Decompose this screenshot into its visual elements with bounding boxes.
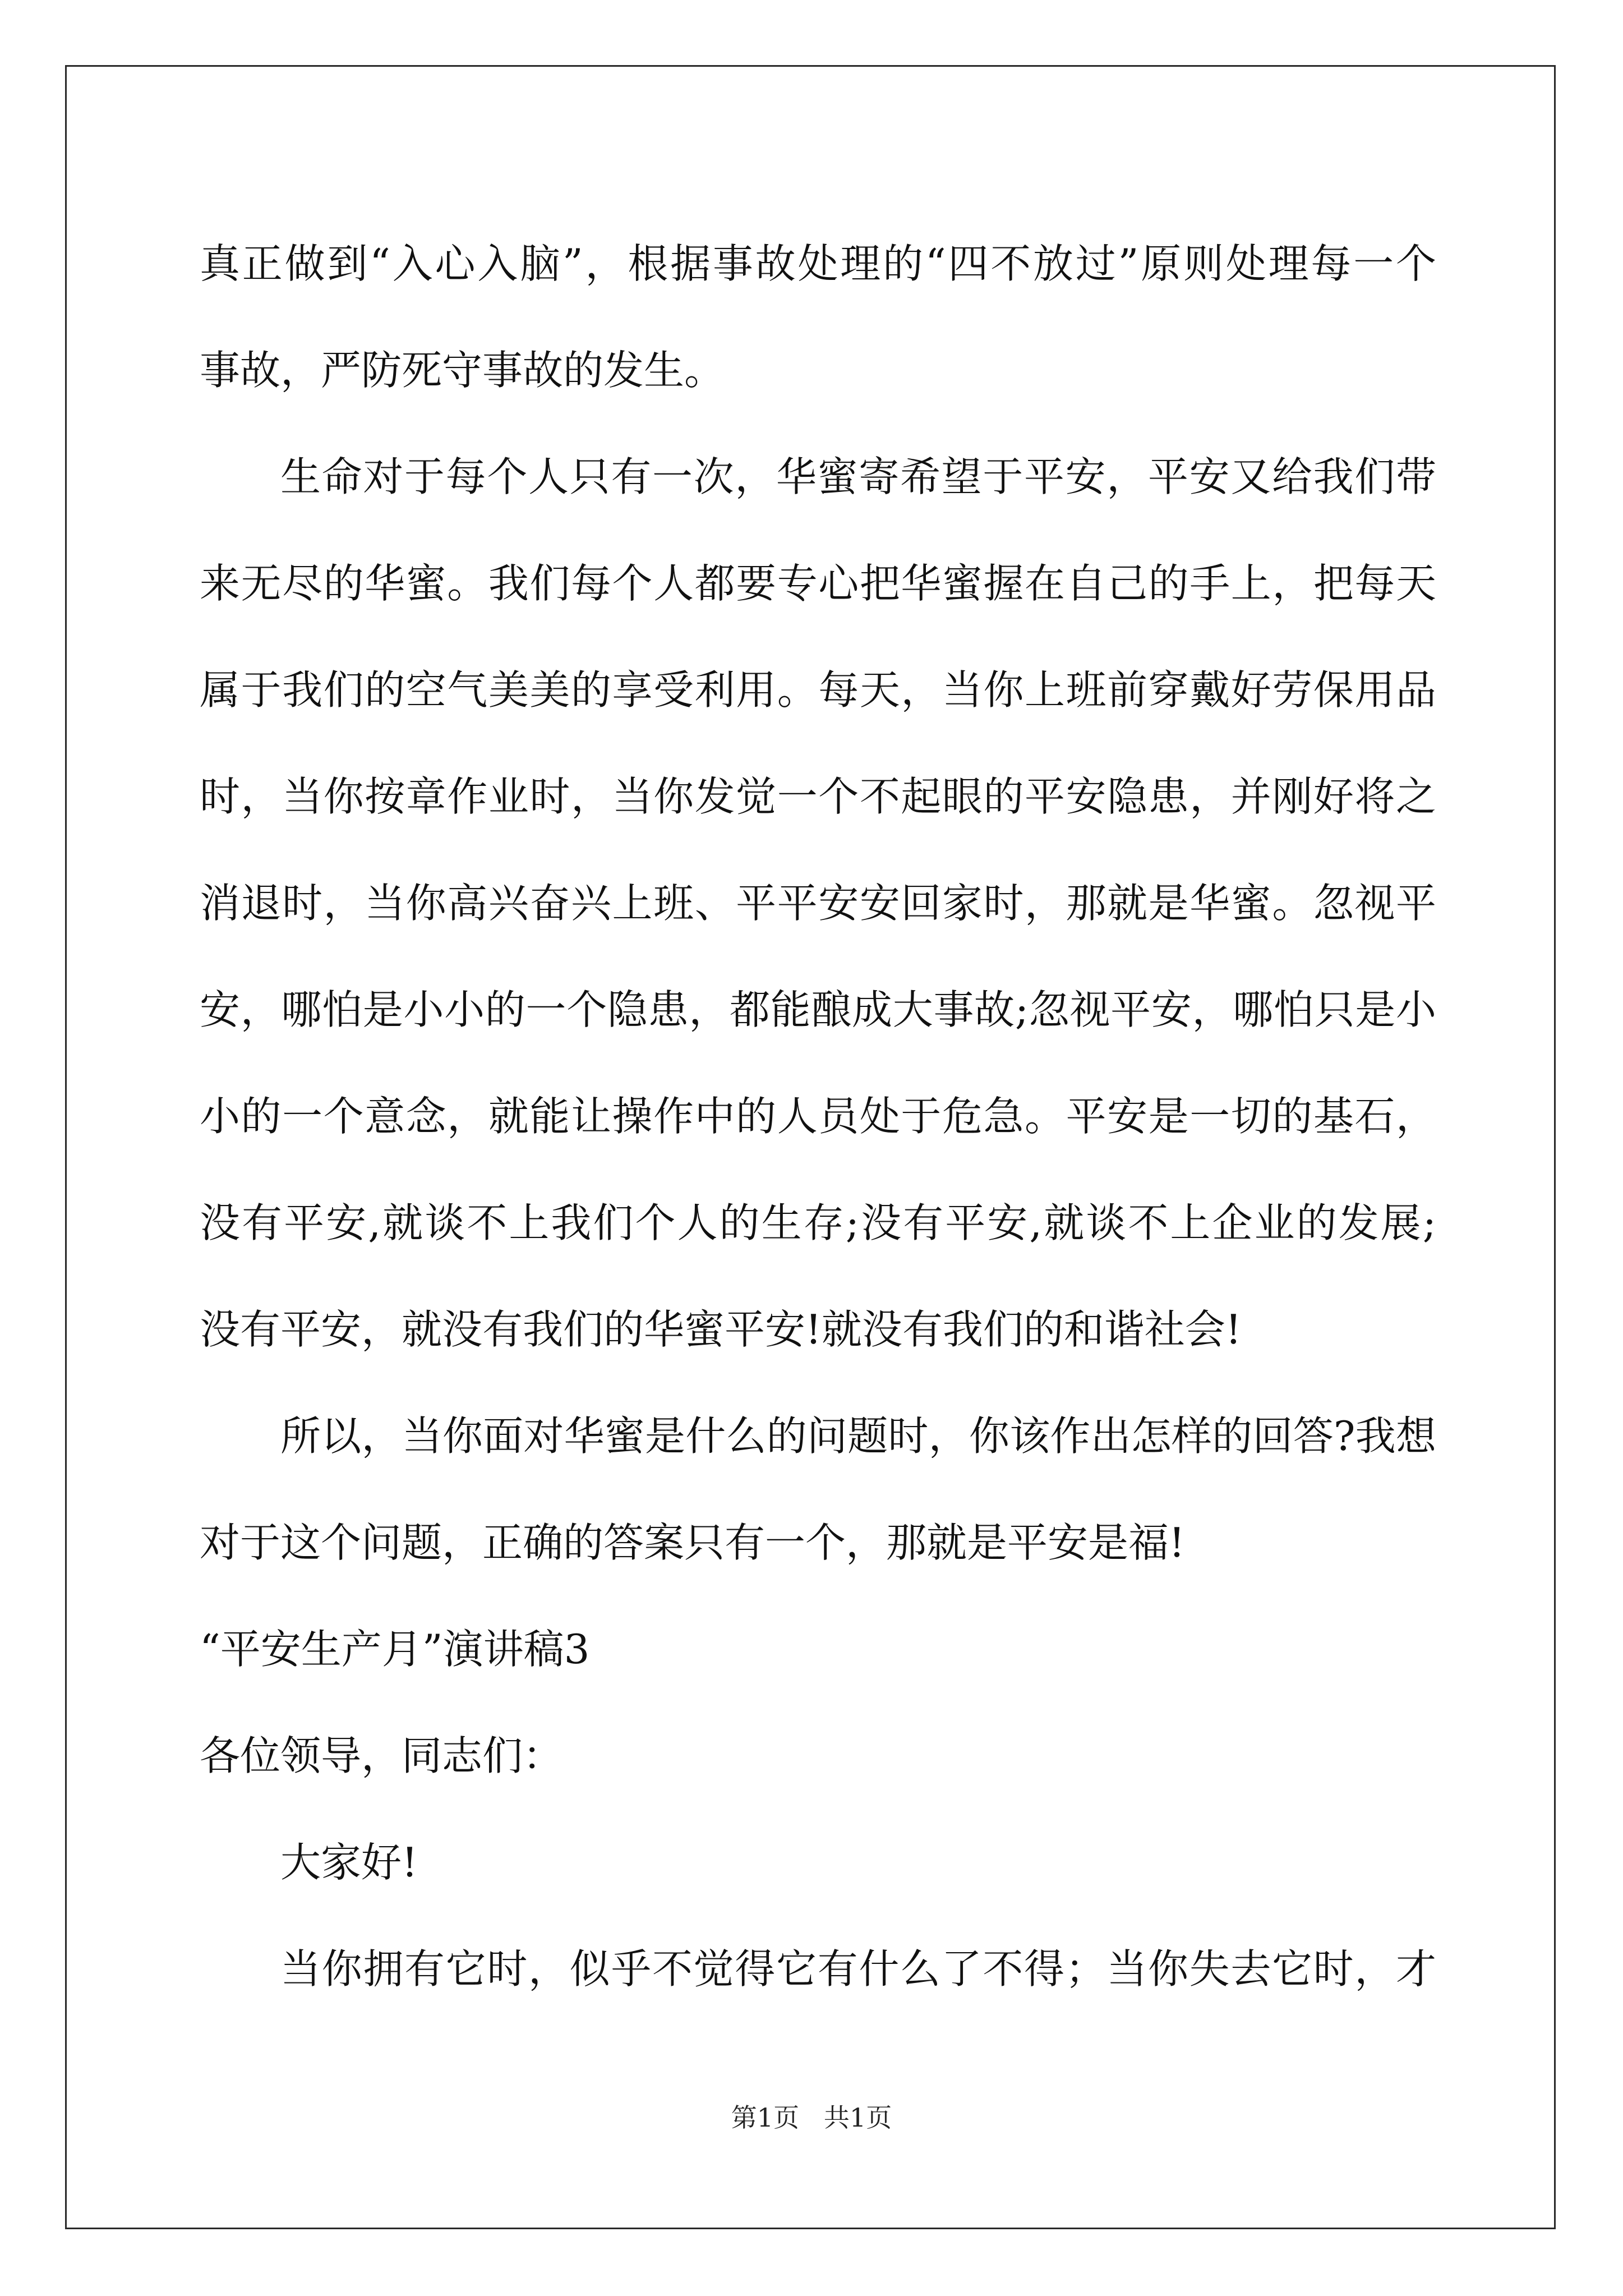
text-line: 各位领导，同志们： [200, 1732, 564, 1779]
text-line: 没有平安，就没有我们的华蜜平安!就没有我们的和谐社会! [200, 1306, 1242, 1353]
page-number: 第1页 共1页 [731, 2102, 892, 2133]
page-footer [0, 2101, 1623, 2134]
text-line: 没有平安,就谈不上我们个人的生存;没有平安,就谈不上企业的发展; [200, 1199, 1436, 1246]
text-line: 真正做到“入心入脑”，根据事故处理的“四不放过”原则处理每一个 [200, 240, 1436, 287]
text-line: 小的一个意念，就能让操作中的人员处于危急。平安是一切的基石， [200, 1093, 1436, 1140]
text-line: 时，当你按章作业时，当你发觉一个不起眼的平安隐患，并刚好将之 [200, 773, 1436, 820]
text-line: “平安生产月”演讲稿3 [200, 1626, 590, 1673]
text-line: 当你拥有它时，似乎不觉得它有什么了不得；当你失去它时，才 [280, 1945, 1436, 1993]
text-line: 生命对于每个人只有一次，华蜜寄希望于平安，平安又给我们带 [280, 453, 1436, 500]
text-line: 事故，严防死守事故的发生。 [200, 347, 725, 394]
document-body [200, 210, 1436, 2022]
text-line: 安，哪怕是小小的一个隐患，都能酿成大事故;忽视平安，哪怕只是小 [200, 986, 1436, 1033]
text-line: 大家好! [280, 1839, 418, 1886]
text-line: 来无尽的华蜜。我们每个人都要专心把华蜜握在自己的手上，把每天 [200, 560, 1436, 607]
text-line: 所以，当你面对华蜜是什么的问题时，你该作出怎样的回答?我想 [280, 1412, 1436, 1460]
text-line: 属于我们的空气美美的享受利用。每天，当你上班前穿戴好劳保用品 [200, 666, 1436, 714]
text-line: 消退时，当你高兴奋兴上班、平平安安回家时，那就是华蜜。忽视平 [200, 880, 1436, 927]
text-line: 对于这个问题，正确的答案只有一个，那就是平安是福! [200, 1519, 1185, 1566]
